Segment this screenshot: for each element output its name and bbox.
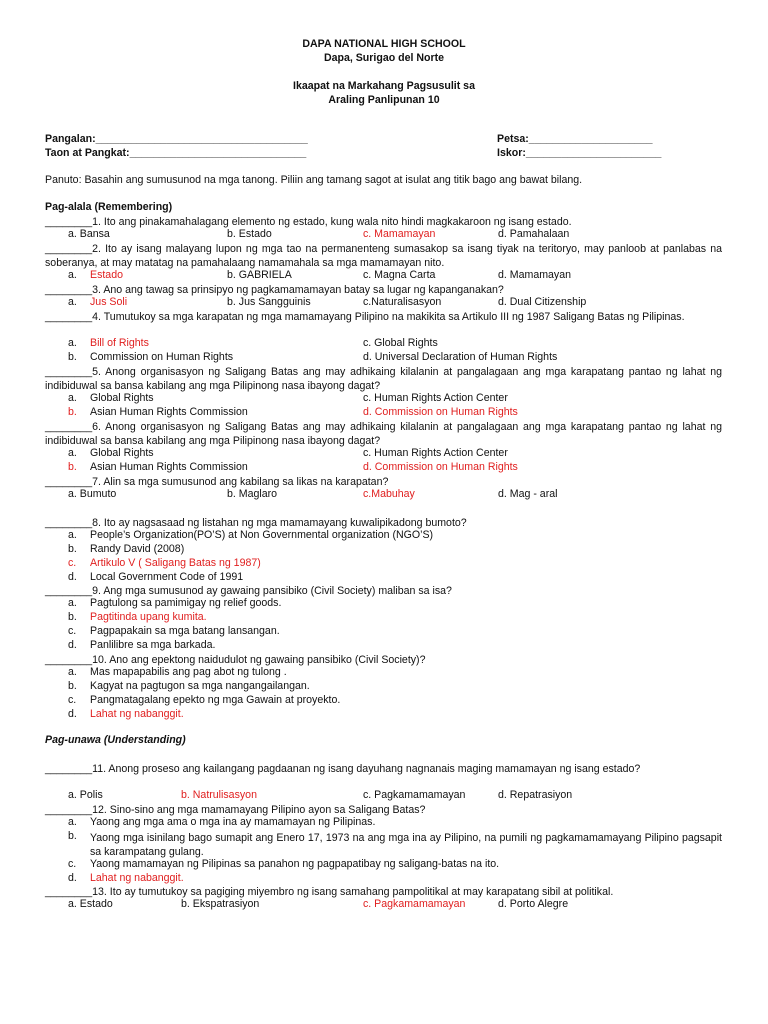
q3-option-a-label: a. — [68, 296, 77, 308]
score-field: Iskor:_______________________ — [497, 147, 662, 159]
question-6: ________6. Anong organisasyon ng Saligang Batas ang may adhikaing kilalanin at pangalagaan ang mga karapatang pantao ng lahat ng indibiduwal sa bansa kabilang ang mga Pilipinong nasa ibayong dagat? — [45, 421, 722, 447]
q11-option-b-answer: b. Natrulisasyon — [181, 789, 257, 801]
question-9: ________9. Ang mga sumusunod ay gawaing pansibiko (Civil Society) maliban sa isa? — [45, 585, 452, 597]
school-name: DAPA NATIONAL HIGH SCHOOL — [302, 38, 466, 50]
q12-option-a-label: a. — [68, 816, 77, 828]
q10-option-d-label: d. — [68, 708, 77, 720]
q2-option-a-label: a. — [68, 269, 77, 281]
q8-option-c-label: c. — [68, 557, 77, 569]
q3-option-d: d. Dual Citizenship — [498, 296, 587, 308]
q7-option-b: b. Maglaro — [227, 488, 278, 500]
q7-option-c-answer: c.Mabuhay — [363, 488, 415, 500]
q7-option-d: d. Mag - aral — [498, 488, 558, 500]
q10-option-c: Pangmatagalang epekto ng mga Gawain at proyekto. — [90, 694, 341, 706]
q8-option-c-answer: Artikulo V ( Saligang Batas ng 1987) — [90, 557, 261, 569]
q13-option-a: a. Estado — [68, 898, 113, 910]
question-3: ________3. Ano ang tawag sa prinsipyo ng pagkamamamayan batay sa lugar ng kapanganakan? — [45, 284, 504, 296]
q8-option-b: Randy David (2008) — [90, 543, 185, 555]
q6-option-c: c. Human Rights Action Center — [363, 447, 508, 459]
q12-option-d-answer: Lahat ng nabanggit. — [90, 872, 184, 884]
exam-title-line1: Ikaapat na Markahang Pagsusulit sa — [293, 80, 475, 92]
q6-option-b-label: b. — [68, 461, 77, 473]
q9-option-a: Pagtulong sa pamimigay ng relief goods. — [90, 597, 282, 609]
question-8: ________8. Ito ay nagsasaad ng listahan ng mga mamamayang kuwalipikadong bumoto? — [45, 517, 467, 529]
question-2: ________2. Ito ay isang malayang lupon ng mga tao na permanenteng sumasakop sa isang tiyak na teritoryo, may panloob at panlabas na soberanya, at may matatag na pamahalaang namamahala sa mga mamamayan nito. — [45, 243, 722, 269]
question-10: ________10. Ano ang epektong naidudulot ng gawaing pansibiko (Civil Society)? — [45, 654, 426, 666]
q1-option-a: a. Bansa — [68, 228, 110, 240]
q9-option-a-label: a. — [68, 597, 77, 609]
q11-option-d: d. Repatrasiyon — [498, 789, 573, 801]
q13-option-b: b. Ekspatrasiyon — [181, 898, 260, 910]
q12-option-b: Yaong mga isinilang bago sumapit ang Enero 17, 1973 na ang mga ina ay Pilipino, na pumili ng pagkamamamayang Pilipino pagsapit sa karampatang gulang. — [90, 832, 722, 858]
q5-option-c: c. Human Rights Action Center — [363, 392, 508, 404]
q8-option-d-label: d. — [68, 571, 77, 583]
q10-option-b-label: b. — [68, 680, 77, 692]
q8-option-a: People’s Organization(PO’S) at Non Governmental organization (NGO’S) — [90, 529, 434, 541]
q9-option-c: Pagpapakain sa mga batang lansangan. — [90, 625, 280, 637]
question-11: ________11. Anong proseso ang kailangang pagdaanan ng isang dayuhang nagnanais maging mamamayan ng isang estado? — [45, 763, 641, 775]
q4-option-b: Commission on Human Rights — [90, 351, 234, 363]
q7-option-a: a. Bumuto — [68, 488, 117, 500]
question-7: ________7. Alin sa mga sumusunod ang kabilang sa likas na karapatan? — [45, 476, 389, 488]
q10-option-c-label: c. — [68, 694, 77, 706]
q4-option-a-label: a. — [68, 337, 77, 349]
q12-option-c-label: c. — [68, 858, 77, 870]
section-understanding: Pag-unawa (Understanding) — [45, 734, 186, 746]
q1-option-d: d. Pamahalaan — [498, 228, 570, 240]
q5-option-b: Asian Human Rights Commission — [90, 406, 248, 418]
q2-option-a-answer: Estado — [90, 269, 123, 281]
q3-option-a-answer: Jus Soli — [90, 296, 128, 308]
q9-option-c-label: c. — [68, 625, 77, 637]
q5-option-a-label: a. — [68, 392, 77, 404]
q11-option-a: a. Polis — [68, 789, 103, 801]
q12-option-d-label: d. — [68, 872, 77, 884]
q13-option-c-answer: c. Pagkamamamayan — [363, 898, 466, 910]
instructions: Panuto: Basahin ang sumusunod na mga tanong. Piliin ang tamang sagot at isulat ang titik bago ang bawat bilang. — [45, 174, 583, 186]
q1-option-b: b. Estado — [227, 228, 272, 240]
q4-option-d: d. Universal Declaration of Human Rights — [363, 351, 558, 363]
q10-option-a-label: a. — [68, 666, 77, 678]
name-field: Pangalan:____________________________________ — [45, 133, 308, 145]
q5-option-d-answer: d. Commission on Human Rights — [363, 406, 518, 418]
section-remembering: Pag-alala (Remembering) — [45, 201, 173, 213]
q2-option-c: c. Magna Carta — [363, 269, 436, 281]
q12-option-a: Yaong ang mga ama o mga ina ay mamamayan ng Pilipinas. — [90, 816, 376, 828]
q2-option-b: b. GABRIELA — [227, 269, 292, 281]
question-4: ________4. Tumutukoy sa mga karapatan ng mga mamamayang Pilipino na makikita sa Artikulo III ng 1987 Saligang Batas ng Pilipinas. — [45, 311, 685, 323]
q9-option-d: Panlilibre sa mga barkada. — [90, 639, 216, 651]
q8-option-d: Local Government Code of 1991 — [90, 571, 244, 583]
q6-option-a-label: a. — [68, 447, 77, 459]
q6-option-d-answer: d. Commission on Human Rights — [363, 461, 518, 473]
q6-option-b: Asian Human Rights Commission — [90, 461, 248, 473]
q8-option-b-label: b. — [68, 543, 77, 555]
question-5: ________5. Anong organisasyon ng Saligang Batas ang may adhikaing kilalanin at pangalagaan ang mga karapatang pantao ng lahat ng indibiduwal sa bansa kabilang ang mga Pilipinong nasa ibayong dagat? — [45, 366, 722, 392]
q4-option-b-label: b. — [68, 351, 77, 363]
q9-option-d-label: d. — [68, 639, 77, 651]
q12-option-c: Yaong mamamayan ng Pilipinas sa panahon ng pagpapatibay ng saligang-batas na ito. — [90, 858, 500, 870]
q13-option-d: d. Porto Alegre — [498, 898, 569, 910]
q4-option-a-answer: Bill of Rights — [90, 337, 149, 349]
q10-option-a: Mas mapapabilis ang pag abot ng tulong . — [90, 666, 287, 678]
date-field: Petsa:_____________________ — [497, 133, 653, 145]
q3-option-c: c.Naturalisasyon — [363, 296, 442, 308]
q8-option-a-label: a. — [68, 529, 77, 541]
year-section-field: Taon at Pangkat:______________________________ — [45, 147, 307, 159]
q1-option-c-answer: c. Mamamayan — [363, 228, 436, 240]
q2-option-d: d. Mamamayan — [498, 269, 572, 281]
exam-title-line2: Araling Panlipunan 10 — [328, 94, 440, 106]
q6-option-a: Global Rights — [90, 447, 154, 459]
q3-option-b: b. Jus Sangguinis — [227, 296, 311, 308]
question-1: ________1. Ito ang pinakamahalagang elemento ng estado, kung wala nito hindi magkakaroon ng isang estado. — [45, 216, 572, 228]
question-13: ________13. Ito ay tumutukoy sa pagiging miyembro ng isang samahang pampolitikal at may karapatang sibil at politikal. — [45, 886, 614, 898]
q9-option-b-label: b. — [68, 611, 77, 623]
q4-option-c: c. Global Rights — [363, 337, 438, 349]
q10-option-d-answer: Lahat ng nabanggit. — [90, 708, 184, 720]
q9-option-b-answer: Pagtitinda upang kumita. — [90, 611, 207, 623]
q11-option-c: c. Pagkamamamayan — [363, 789, 466, 801]
q5-option-a: Global Rights — [90, 392, 154, 404]
q5-option-b-label: b. — [68, 406, 77, 418]
school-location: Dapa, Surigao del Norte — [323, 52, 445, 64]
question-12: ________12. Sino-sino ang mga mamamayang Pilipino ayon sa Saligang Batas? — [45, 804, 426, 816]
q12-option-b-label: b. — [68, 830, 77, 842]
q10-option-b: Kagyat na pagtugon sa mga nangangailangan. — [90, 680, 310, 692]
